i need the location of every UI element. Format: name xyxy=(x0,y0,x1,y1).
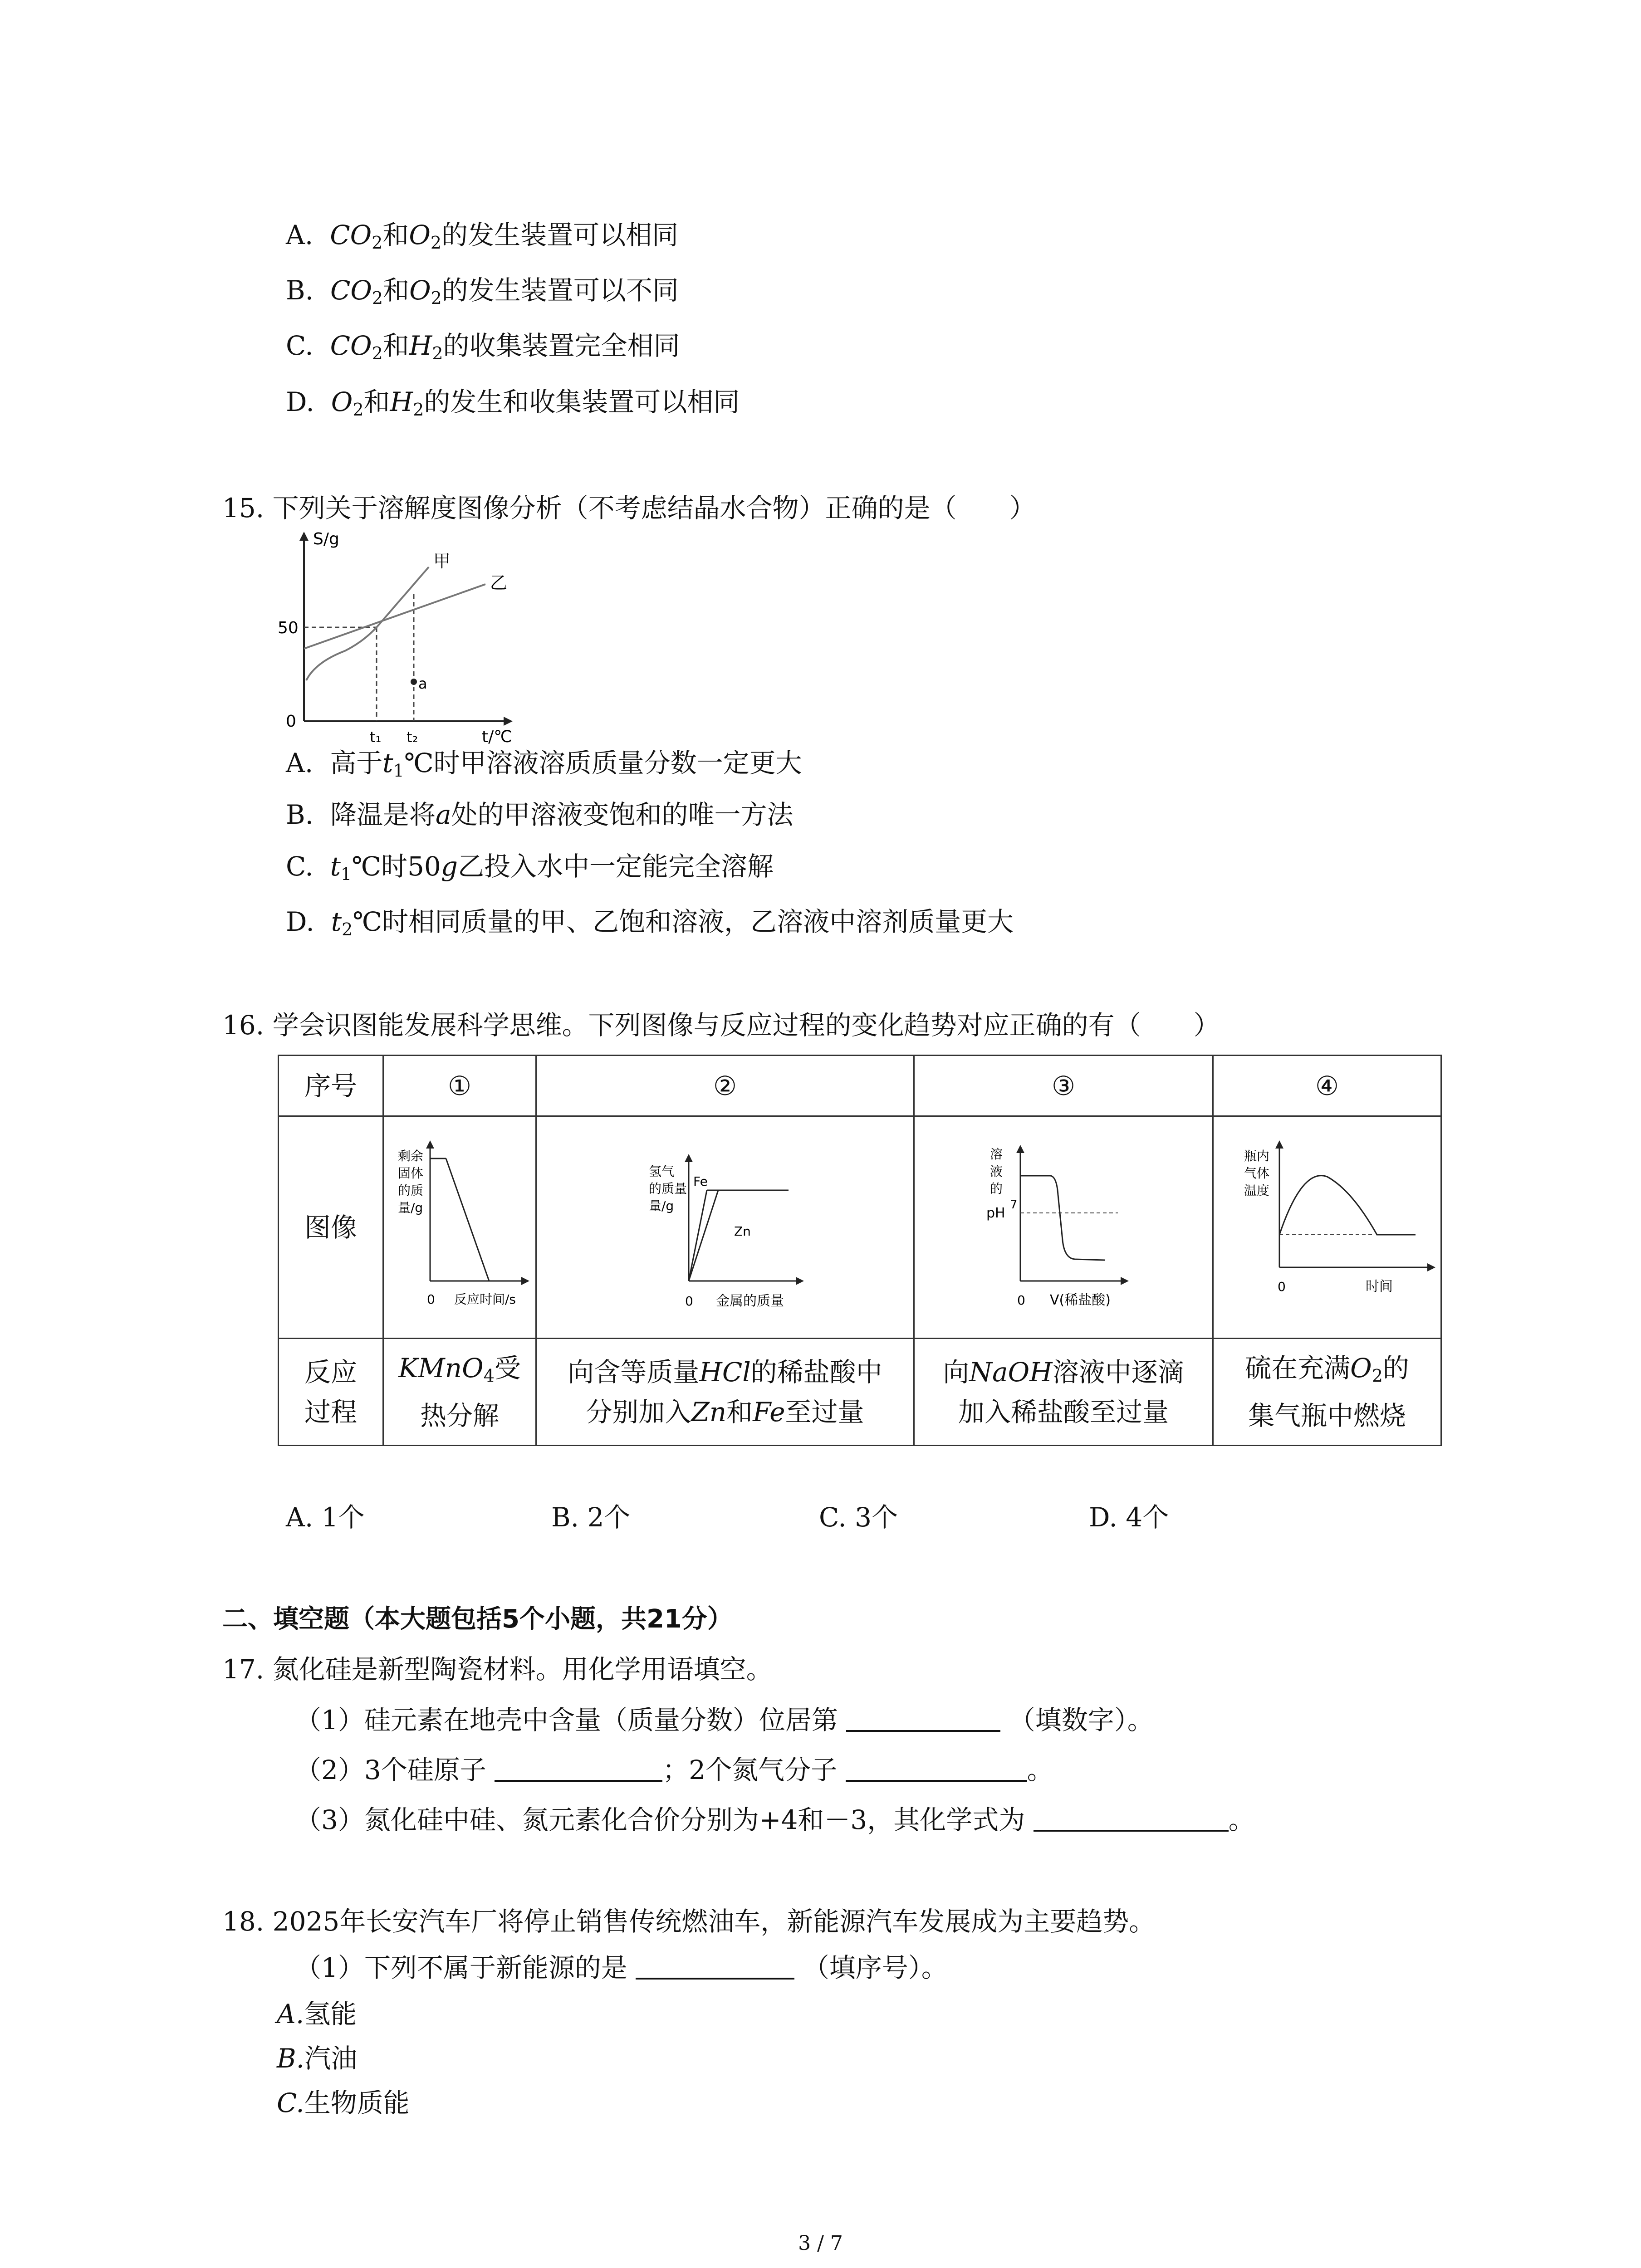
variable: t xyxy=(331,906,342,937)
header-3: ③ xyxy=(914,1056,1213,1116)
x-axis-arrow xyxy=(504,717,513,726)
header-index: 序号 xyxy=(279,1056,383,1116)
section-title: 二、填空题（本大题包括5个小题，共21分） xyxy=(222,1604,733,1634)
subscript: 2 xyxy=(372,288,383,308)
option-letter: B. xyxy=(277,2043,305,2074)
q16-option-a: A. 1个 xyxy=(286,1502,365,1533)
option-letter: B. xyxy=(286,799,314,830)
subscript: 2 xyxy=(372,343,383,363)
x-axis-arrow xyxy=(521,1277,529,1285)
q14-option-b xyxy=(286,272,679,316)
process-label-line1: 反应 xyxy=(304,1356,357,1388)
text: 的 xyxy=(1382,1353,1409,1383)
formula: H xyxy=(409,330,432,361)
subscript: 2 xyxy=(1372,1366,1383,1386)
subscript: 2 xyxy=(432,343,443,363)
q14-option-a xyxy=(286,217,678,261)
variable: a xyxy=(435,799,451,830)
process-2 xyxy=(536,1339,914,1446)
text: （1）硅元素在地壳中含量（质量分数）位居第 xyxy=(295,1705,838,1735)
q15-option-a xyxy=(286,745,802,789)
text: 热分解 xyxy=(420,1400,499,1431)
q17-part1 xyxy=(295,1702,1154,1738)
option-letter: D. xyxy=(286,386,314,417)
temperature-curve xyxy=(1279,1175,1416,1234)
x-axis-label: t/℃ xyxy=(482,728,512,746)
text: 处的甲溶液变饱和的唯一方法 xyxy=(451,799,794,830)
text: 和 xyxy=(726,1396,753,1427)
q16-table xyxy=(278,1055,1442,1446)
text: 硫在充满 xyxy=(1245,1353,1351,1383)
process-label-line2: 过程 xyxy=(304,1396,357,1427)
answer-blank[interactable] xyxy=(846,1704,1000,1732)
text: 受 xyxy=(494,1353,521,1383)
text: 和 xyxy=(382,220,409,250)
text: 的稀盐酸中 xyxy=(750,1356,882,1388)
y-label-line2: 液 xyxy=(990,1163,1003,1179)
q17-part3 xyxy=(295,1802,1255,1838)
variable: g xyxy=(441,851,458,882)
formula: O xyxy=(409,220,431,250)
header-1: ① xyxy=(383,1056,536,1116)
q16-option-b: B. 2个 xyxy=(551,1502,631,1533)
subscript: 4 xyxy=(483,1366,495,1386)
formula: CO xyxy=(330,330,372,361)
text: 。 xyxy=(1027,1755,1053,1785)
q16-stem: 16. 学会识图能发展科学思维。下列图像与反应过程的变化趋势对应正确的有（ ） xyxy=(222,1010,1220,1041)
text: 向 xyxy=(943,1356,970,1388)
option-letter: C. xyxy=(286,330,314,361)
option-letter: A. xyxy=(286,748,314,778)
subscript: 2 xyxy=(372,233,383,253)
y-tick-50: 50 xyxy=(278,619,299,637)
graph-1 xyxy=(387,1122,532,1322)
graph-cell-3 xyxy=(914,1116,1213,1339)
y-label-line3: 量/g xyxy=(649,1198,674,1213)
answer-blank[interactable] xyxy=(1034,1804,1229,1832)
option-letter: C. xyxy=(277,2087,304,2118)
answer-blank[interactable] xyxy=(846,1754,1027,1782)
origin-label: 0 xyxy=(1278,1279,1286,1294)
header-4: ④ xyxy=(1213,1056,1441,1116)
option-letter: A. xyxy=(277,1999,304,2029)
formula: KMnO xyxy=(398,1353,484,1383)
text: 生物质能 xyxy=(304,2087,410,2118)
label-zn: Zn xyxy=(734,1223,751,1239)
y-label-line2: 固体 xyxy=(398,1165,424,1181)
y-label-line4: pH xyxy=(986,1205,1005,1221)
option-letter: A. xyxy=(286,220,314,250)
formula: Fe xyxy=(753,1396,785,1427)
formula: H xyxy=(390,386,413,417)
subscript: 2 xyxy=(430,233,442,253)
variable: t xyxy=(382,748,393,778)
q17-stem: 17. 氮化硅是新型陶瓷材料。用化学用语填空。 xyxy=(222,1654,773,1685)
formula: HCl xyxy=(699,1356,751,1388)
text: ℃时50 xyxy=(352,851,441,882)
series-jia-curve xyxy=(306,567,429,680)
y-label-line1: 氢气 xyxy=(649,1163,675,1179)
q18-option-b xyxy=(277,2040,357,2077)
answer-blank[interactable] xyxy=(495,1754,662,1782)
y-axis-arrow xyxy=(685,1154,693,1162)
q15-option-b xyxy=(286,797,794,833)
q15-stem: 15. 下列关于溶解度图像分析（不考虑结晶水合物）正确的是（ ） xyxy=(222,493,1036,523)
text: 加入稀盐酸至过量 xyxy=(958,1396,1169,1427)
q16-option-d: D. 4个 xyxy=(1089,1502,1169,1533)
q14-option-d xyxy=(286,384,740,428)
q16-option-c: C. 3个 xyxy=(819,1502,898,1533)
graph-cell-2 xyxy=(536,1116,914,1339)
q18-option-a xyxy=(277,1996,357,2032)
graph-1-descend xyxy=(446,1158,489,1281)
y-label-line1: 瓶内 xyxy=(1244,1148,1270,1163)
y-axis-arrow xyxy=(299,532,309,541)
formula: O xyxy=(331,386,353,417)
q15-option-d xyxy=(286,904,1014,948)
tick-7: 7 xyxy=(1010,1198,1018,1212)
q17-part2 xyxy=(295,1752,1053,1788)
solubility-chart xyxy=(272,531,526,748)
y-label-line4: 量/g xyxy=(398,1200,423,1215)
row-label-image: 图像 xyxy=(279,1116,383,1339)
x-tick-t1: t₁ xyxy=(370,728,382,746)
text: （2）3个硅原子 xyxy=(295,1755,486,1785)
y-label-line1: 溶 xyxy=(990,1146,1003,1162)
ph-curve xyxy=(1020,1176,1105,1260)
series-yi-label: 乙 xyxy=(490,573,508,593)
series-jia-label: 甲 xyxy=(433,551,451,571)
q18-part1 xyxy=(295,1950,948,1986)
subscript: 2 xyxy=(431,288,442,308)
text: 乙投入水中一定能完全溶解 xyxy=(457,851,774,882)
text: 分别加入 xyxy=(586,1396,691,1427)
x-axis-label: 反应时间/s xyxy=(454,1291,516,1307)
y-label-line2: 气体 xyxy=(1244,1165,1270,1181)
y-label-line3: 的质 xyxy=(398,1183,424,1198)
text: 集气瓶中燃烧 xyxy=(1248,1400,1406,1431)
x-axis-arrow xyxy=(1121,1277,1129,1285)
variable: t xyxy=(330,851,341,882)
subscript: 2 xyxy=(342,919,353,939)
text: （填数字）。 xyxy=(1009,1705,1154,1735)
q18-option-c xyxy=(277,2085,410,2121)
formula: CO xyxy=(330,275,372,306)
formula: Zn xyxy=(691,1396,727,1427)
subscript: 2 xyxy=(413,400,424,420)
label-fe: Fe xyxy=(693,1173,708,1189)
formula: O xyxy=(409,275,431,306)
text: ；2个氮气分子 xyxy=(662,1755,838,1785)
q14-option-c xyxy=(286,327,680,371)
option-letter: C. xyxy=(286,851,314,882)
process-1 xyxy=(383,1339,536,1446)
x-axis-label: 时间 xyxy=(1366,1278,1393,1295)
text: 溶液中逐滴 xyxy=(1052,1356,1184,1388)
option-letter: D. xyxy=(286,906,314,937)
text: 和 xyxy=(363,386,390,417)
origin-label: 0 xyxy=(1017,1292,1025,1308)
y-axis-label: S/g xyxy=(313,531,339,548)
point-a-label: a xyxy=(418,675,427,692)
text: （3）氮化硅中硅、氮元素化合价分别为+4和－3，其化学式为 xyxy=(295,1804,1025,1835)
option-letter: B. xyxy=(286,275,314,306)
origin-label: 0 xyxy=(685,1293,693,1309)
text: 氢能 xyxy=(304,1999,357,2029)
header-2: ② xyxy=(536,1056,914,1116)
text: 。 xyxy=(1228,1804,1255,1835)
x-axis-label: 金属的质量 xyxy=(716,1293,784,1309)
process-4 xyxy=(1213,1339,1441,1446)
text: 的收集装置完全相同 xyxy=(443,330,680,361)
subscript: 1 xyxy=(340,864,352,884)
subscript: 2 xyxy=(353,400,364,420)
formula: NaOH xyxy=(969,1356,1053,1388)
text: 的发生装置可以相同 xyxy=(441,220,679,250)
graph-cell-1 xyxy=(383,1116,536,1339)
text: 至过量 xyxy=(785,1396,864,1427)
graph-4 xyxy=(1216,1122,1438,1322)
x-axis-label: V(稀盐酸) xyxy=(1050,1292,1111,1308)
x-axis-arrow xyxy=(796,1277,804,1285)
process-3 xyxy=(914,1339,1213,1446)
text: 和 xyxy=(383,275,410,306)
q15-option-c xyxy=(286,848,774,892)
y-label-line1: 剩余 xyxy=(398,1148,424,1163)
graph-cell-4 xyxy=(1213,1116,1441,1339)
text: （填序号）。 xyxy=(803,1952,948,1983)
series-yi-line xyxy=(304,584,485,649)
text: 向含等质量 xyxy=(568,1356,700,1388)
text: 降温是将 xyxy=(330,799,436,830)
text: 的发生和收集装置可以相同 xyxy=(424,386,740,417)
q18-stem: 18. 2025年长安汽车厂将停止销售传统燃油车，新能源汽车发展成为主要趋势。 xyxy=(222,1906,1156,1937)
y-axis-arrow xyxy=(1016,1145,1024,1153)
page-number: 3 / 7 xyxy=(798,2232,843,2255)
row-label-process xyxy=(279,1339,383,1446)
y-label-line3: 温度 xyxy=(1244,1183,1270,1198)
text: ℃时甲溶液溶质质量分数一定更大 xyxy=(404,748,802,778)
formula: CO xyxy=(330,220,372,250)
origin-label: 0 xyxy=(427,1291,435,1307)
y-label-line3: 的 xyxy=(990,1181,1003,1196)
text: （1）下列不属于新能源的是 xyxy=(295,1952,627,1983)
x-axis-arrow xyxy=(1427,1263,1435,1271)
answer-blank[interactable] xyxy=(636,1951,794,1980)
text: 汽油 xyxy=(304,2043,358,2074)
origin-label: 0 xyxy=(286,712,296,731)
graph-2 xyxy=(544,1122,906,1322)
y-label-line2: 的质量 xyxy=(649,1181,687,1196)
y-axis-arrow xyxy=(426,1140,434,1149)
formula: O xyxy=(1350,1353,1372,1383)
text: 的发生装置可以不同 xyxy=(441,275,679,306)
text: 和 xyxy=(382,330,409,361)
y-axis-arrow xyxy=(1275,1140,1283,1149)
point-a xyxy=(411,679,417,685)
subscript: 1 xyxy=(393,761,404,781)
text: ℃时相同质量的甲、乙饱和溶液，乙溶液中溶剂质量更大 xyxy=(353,906,1014,937)
text: 高于 xyxy=(330,748,383,778)
x-tick-t2: t₂ xyxy=(407,728,418,746)
graph-3 xyxy=(918,1122,1209,1322)
